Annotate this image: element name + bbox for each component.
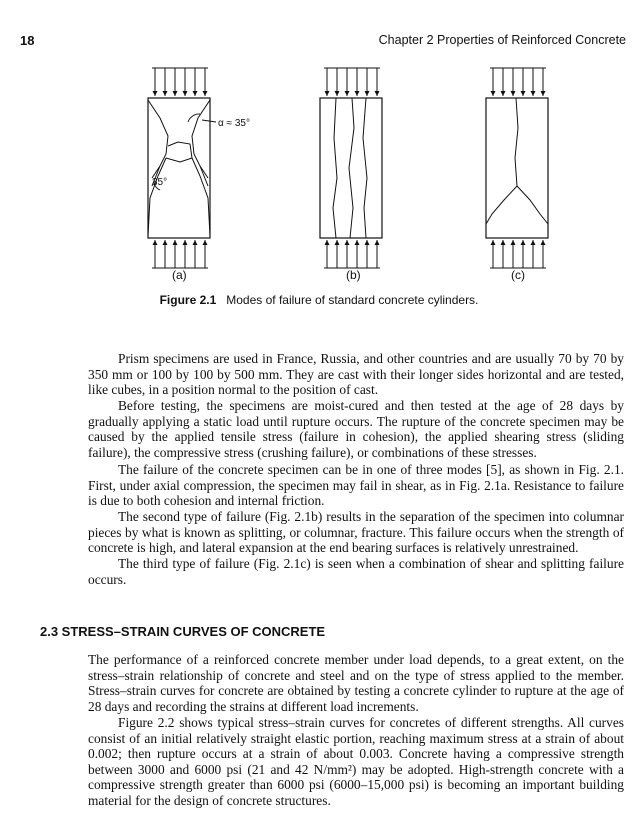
panel-label-b: (b): [346, 268, 361, 282]
angle-35-annotation: 35°: [152, 177, 168, 188]
figure-caption-number: Figure 2.1: [159, 293, 217, 307]
paragraph: The performance of a reinforced concrete member under load depends, to a great extent, on the stress–strain relationship of concrete and steel and on the type of stress applied to the member. Stress–strain curves for concrete are obtained by testing a concrete cylinder to rupture at the age of 28 days and recording the strains at different load increments.: [88, 652, 624, 714]
panel-a-shear-cracks: [148, 100, 210, 236]
page-number: 18: [20, 33, 35, 48]
panel-label-a: (a): [172, 268, 187, 282]
figure-caption-text: Modes of failure of standard concrete cylinders.: [226, 293, 479, 307]
figure-2-1: [130, 58, 570, 288]
figure-caption: [0, 293, 638, 307]
panel-a-top-load-arrows: [152, 68, 208, 96]
paragraph: Figure 2.2 shows typical stress–strain curves for concretes of different strengths. All curves consist of an initial relatively straight elastic portion, reaching maximum stress at a strain of about 0.002; then rupture occurs at a strain of about 0.003. Concrete having a compressive strength between 3000 and 6000 psi (21 and 42 N/mm²) may be adopted. High-strength concrete with a compressive strength greater than 6000 psi (6000–15,000 psi) is becoming an important building material for the design of concrete structures.: [88, 715, 624, 808]
panel-c-bottom-load-arrows: [490, 240, 546, 268]
paragraph: The failure of the concrete specimen can be in one of three modes [5], as shown in Fig. 2.1. First, under axial compression, the specimen may fail in shear, as in Fig. 2.1a. Resistance to failure is due to both cohesion and internal friction.: [88, 462, 624, 509]
paragraph: Prism specimens are used in France, Russia, and other countries and are usually 70 by 70 by 350 mm or 100 by 100 by 500 mm. They are cast with their longer sides horizontal and are tested, like cubes, in a position normal to the position of cast.: [88, 351, 624, 398]
running-head: Chapter 2 Properties of Reinforced Concrete: [378, 33, 626, 47]
panel-b-bottom-load-arrows: [324, 240, 380, 268]
paragraph: Before testing, the specimens are moist-cured and then tested at the age of 28 days by gradually applying a static load until rupture occurs. The rupture of the concrete specimen may be caused by the applied tensile stress (failure in cohesion), the applied shearing stress (sliding failure), the compressive stress (crushing failure), or combinations of these stresses.: [88, 398, 624, 460]
panel-c-combined-cracks: [486, 98, 548, 224]
panel-b-cylinder: [320, 68, 382, 268]
panel-c-top-load-arrows: [490, 68, 546, 96]
paragraph: The third type of failure (Fig. 2.1c) is seen when a combination of shear and splitting failure occurs.: [88, 556, 624, 587]
panel-a-cylinder: [148, 68, 216, 268]
panel-b-top-load-arrows: [324, 68, 380, 96]
panel-label-c: (c): [511, 268, 525, 282]
panel-b-splitting-cracks: [333, 98, 367, 238]
paragraph: The second type of failure (Fig. 2.1b) results in the separation of the specimen into columnar pieces by what is known as splitting, or columnar, fracture. This failure occurs when the strength of concrete is high, and lateral expansion at the end bearing surfaces is relatively unrestrained.: [88, 509, 624, 556]
panel-a-bottom-load-arrows: [152, 240, 208, 268]
alpha-annotation: α ≈ 35°: [218, 118, 250, 129]
panel-c-cylinder: [486, 68, 548, 268]
section-heading: 2.3 STRESS–STRAIN CURVES OF CONCRETE: [40, 624, 326, 639]
